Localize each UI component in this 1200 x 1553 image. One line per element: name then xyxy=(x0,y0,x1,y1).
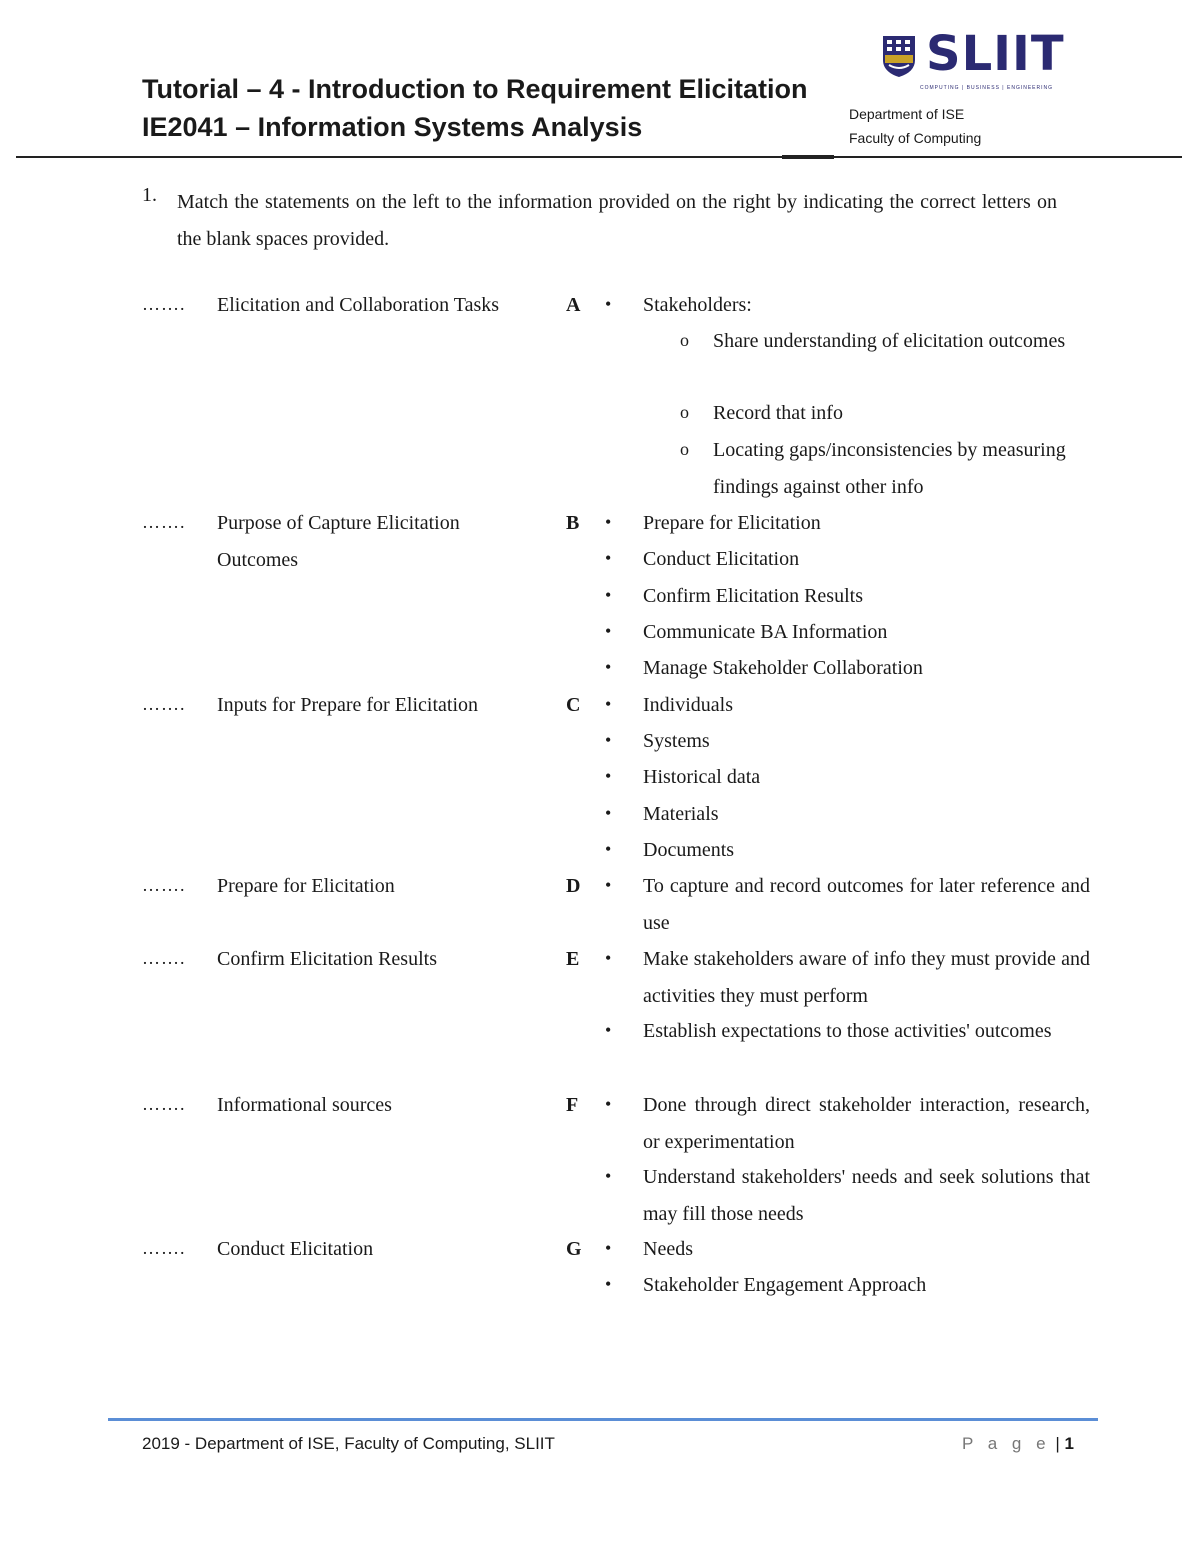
option-letter: A xyxy=(566,294,581,316)
bullet-icon: • xyxy=(605,657,612,677)
statement: Prepare for Elicitation xyxy=(217,875,395,897)
bullet-icon: • xyxy=(605,621,612,641)
option-letter: C xyxy=(566,694,581,716)
option-letter: E xyxy=(566,948,580,970)
answer-blank[interactable]: ……. xyxy=(142,948,186,968)
option-item: Individuals xyxy=(643,694,733,716)
option-item: Needs xyxy=(643,1238,693,1260)
option-letter: B xyxy=(566,512,580,534)
option-item: Documents xyxy=(643,839,735,861)
option-item: Establish expectations to those activities' outcomes xyxy=(643,1020,1052,1042)
answer-blank[interactable]: ……. xyxy=(142,1094,186,1114)
option-letter: F xyxy=(566,1094,579,1116)
bullet-icon: • xyxy=(605,948,612,968)
option-item: Materials xyxy=(643,803,719,825)
option-item: Historical data xyxy=(643,766,761,788)
option-item: Make stakeholders aware of info they must provide and activities they must perform xyxy=(643,948,1090,1007)
option-item: To capture and record outcomes for later reference and use xyxy=(643,875,1090,934)
bullet-icon: • xyxy=(605,839,612,859)
bullet-icon: • xyxy=(605,548,612,568)
bullet-icon: • xyxy=(605,694,612,714)
bullet-icon: • xyxy=(605,294,612,314)
statement: Inputs for Prepare for Elicitation xyxy=(217,694,479,716)
header-rule-accent xyxy=(782,155,834,159)
department-label: Department of ISE xyxy=(849,106,965,122)
page-label: P a g e xyxy=(962,1434,1051,1453)
answer-blank[interactable]: ……. xyxy=(142,1238,186,1258)
bullet-icon: • xyxy=(605,1238,612,1258)
statement: Confirm Elicitation Results xyxy=(217,948,437,970)
bullet-icon: • xyxy=(605,1274,612,1294)
statement: Informational sources xyxy=(217,1094,392,1116)
footer-rule xyxy=(108,1418,1098,1421)
page-indicator xyxy=(962,1434,1074,1454)
answer-blank[interactable]: ……. xyxy=(142,294,186,314)
logo-tagline: COMPUTING | BUSINESS | ENGINEERING xyxy=(920,85,1053,91)
faculty-label: Faculty of Computing xyxy=(849,130,982,146)
option-item: Understand stakeholders' needs and seek solutions that may fill those needs xyxy=(643,1166,1090,1225)
option-letter: D xyxy=(566,875,581,897)
circle-bullet-icon: o xyxy=(680,402,689,422)
document-title: Tutorial – 4 - Introduction to Requirement Elicitation xyxy=(142,74,808,104)
bullet-icon: • xyxy=(605,585,612,605)
option-letter: G xyxy=(566,1238,582,1260)
course-title: IE2041 – Information Systems Analysis xyxy=(142,112,643,142)
option-item: Prepare for Elicitation xyxy=(643,512,821,534)
circle-bullet-icon: o xyxy=(680,439,689,459)
statement: Elicitation and Collaboration Tasks xyxy=(217,294,500,316)
statement: Conduct Elicitation xyxy=(217,1238,374,1260)
bullet-icon: • xyxy=(605,803,612,823)
question-number: 1. xyxy=(142,184,157,206)
header-rule xyxy=(16,156,1182,158)
option-item: Confirm Elicitation Results xyxy=(643,585,863,607)
option-subitem: Share understanding of elicitation outcomes xyxy=(713,330,1066,352)
page-number: 1 xyxy=(1064,1434,1074,1453)
option-item: Stakeholders: xyxy=(643,294,752,316)
page-separator: | xyxy=(1055,1434,1060,1453)
question-text: Match the statements on the left to the information provided on the right by indicating the correct letters on the blank spaces provided. xyxy=(177,191,1057,250)
crest-icon xyxy=(880,34,918,78)
option-item: Conduct Elicitation xyxy=(643,548,800,570)
option-subitem: Locating gaps/inconsistencies by measuring findings against other info xyxy=(713,439,1066,498)
bullet-icon: • xyxy=(605,1166,612,1186)
answer-blank[interactable]: ……. xyxy=(142,694,186,714)
logo-wordmark: SLIIT xyxy=(926,26,1065,82)
bullet-icon: • xyxy=(605,512,612,532)
answer-blank[interactable]: ……. xyxy=(142,875,186,895)
bullet-icon: • xyxy=(605,1094,612,1114)
option-item: Manage Stakeholder Collaboration xyxy=(643,657,923,679)
footer-text: 2019 - Department of ISE, Faculty of Computing, SLIIT xyxy=(142,1434,555,1453)
circle-bullet-icon: o xyxy=(680,330,689,350)
option-item: Communicate BA Information xyxy=(643,621,888,643)
sliit-logo xyxy=(880,26,1065,94)
option-item: Systems xyxy=(643,730,710,752)
statement: Purpose of Capture Elicitation Outcomes xyxy=(217,512,460,571)
bullet-icon: • xyxy=(605,1020,612,1040)
option-item: Done through direct stakeholder interaction, research, or experimentation xyxy=(643,1094,1090,1153)
answer-blank[interactable]: ……. xyxy=(142,512,186,532)
bullet-icon: • xyxy=(605,730,612,750)
option-subitem: Record that info xyxy=(713,402,843,424)
option-item: Stakeholder Engagement Approach xyxy=(643,1274,927,1296)
bullet-icon: • xyxy=(605,875,612,895)
bullet-icon: • xyxy=(605,766,612,786)
